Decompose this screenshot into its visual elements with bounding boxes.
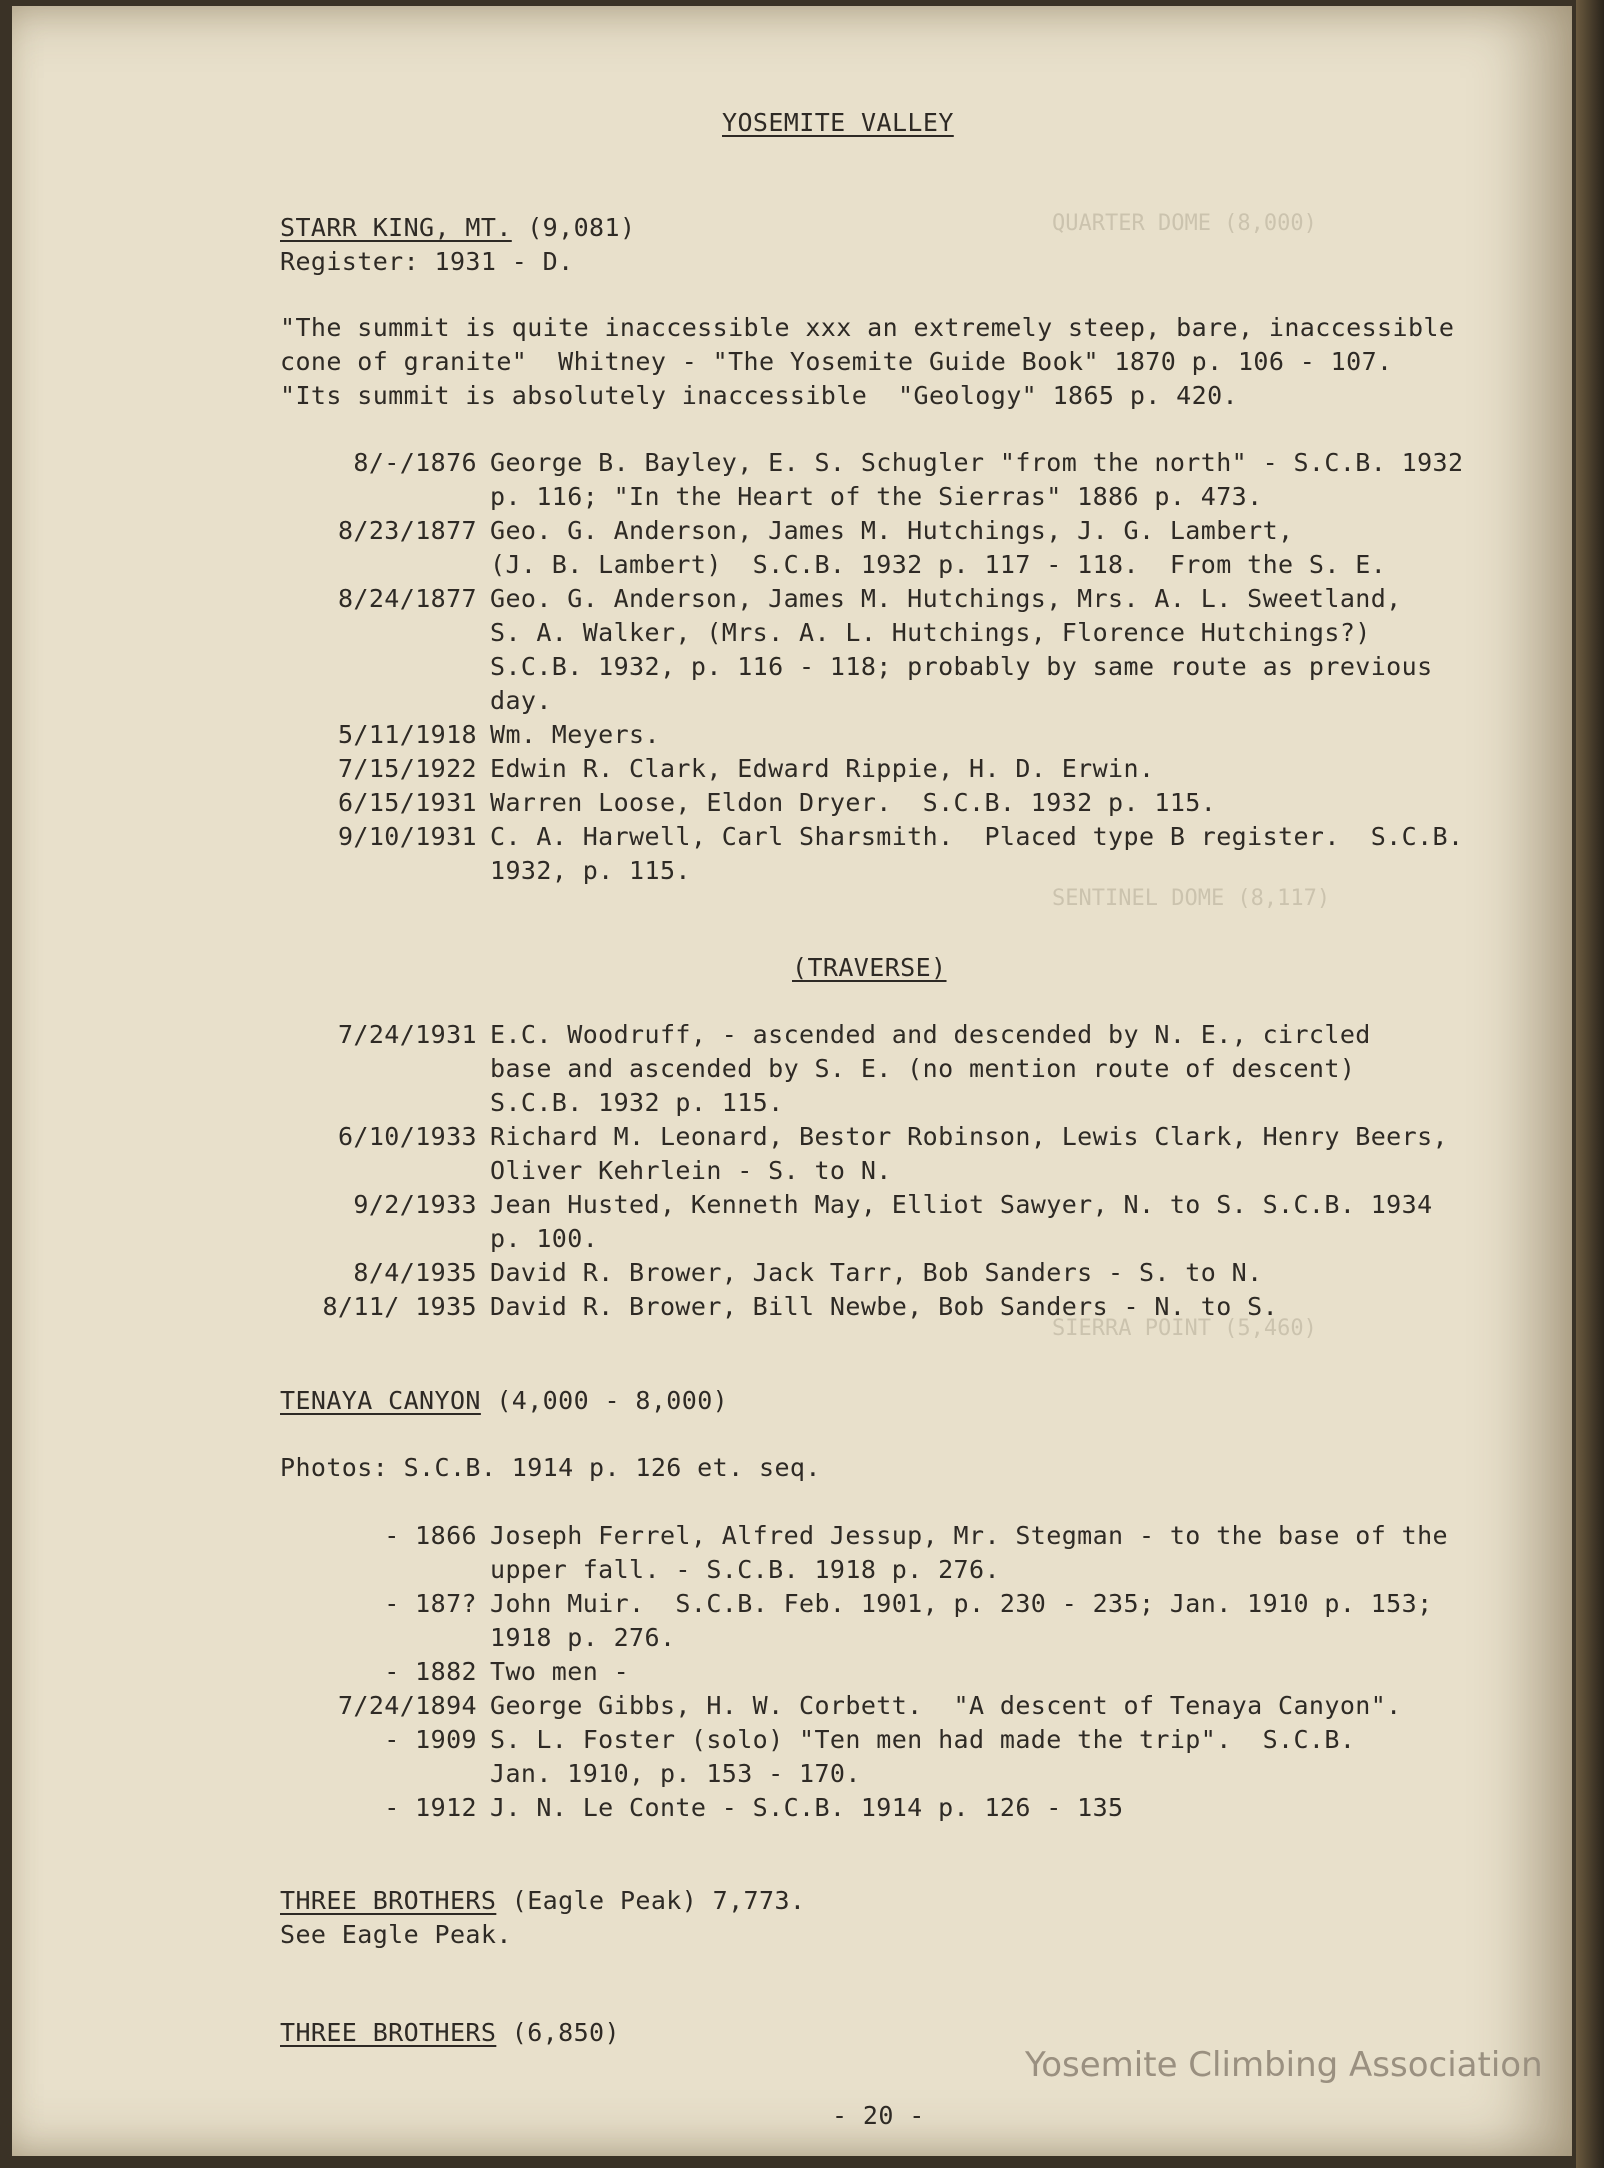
- entry-date: 7/15/1922: [337, 754, 477, 783]
- entry-line: Two men -: [490, 1657, 630, 1686]
- bleed-through-text: SIERRA POINT (5,460): [1052, 1316, 1317, 1341]
- entry-date: 8/-/1876: [353, 448, 477, 477]
- entry-date: 5/11/1918: [337, 720, 477, 749]
- entry-date: - 187?: [384, 1589, 477, 1618]
- entry-line: E.C. Woodruff, - ascended and descended by N. E., circled: [490, 1020, 1371, 1049]
- photos-line: Photos: S.C.B. 1914 p. 126 et. seq.: [280, 1453, 821, 1482]
- entry-line: S. L. Foster (solo) "Ten men had made the trip". S.C.B.: [490, 1725, 1356, 1754]
- entry-date: - 1882: [384, 1657, 477, 1686]
- entry-line: p. 116; "In the Heart of the Sierras" 1886 p. 473.: [490, 482, 1263, 511]
- entry-date: 8/4/1935: [353, 1258, 477, 1287]
- entry-line: Edwin R. Clark, Edward Rippie, H. D. Erwin.: [490, 754, 1155, 783]
- entry-date: 9/10/1931: [337, 822, 477, 851]
- page-number: - 20 -: [832, 2101, 925, 2130]
- register-line: Register: 1931 - D.: [280, 247, 574, 276]
- entry-line: upper fall. - S.C.B. 1918 p. 276.: [490, 1555, 1000, 1584]
- entry-line: Oliver Kehrlein - S. to N.: [490, 1156, 892, 1185]
- entry-date: 6/15/1931: [337, 788, 477, 817]
- entry-date: 8/23/1877: [337, 516, 477, 545]
- see-also-line: See Eagle Peak.: [280, 1920, 512, 1949]
- section-heading-three-brothers-2: THREE BROTHERS (6,850): [280, 2018, 620, 2047]
- entry-line: Jean Husted, Kenneth May, Elliot Sawyer, N. to S. S.C.B. 1934: [490, 1190, 1433, 1219]
- entry-line: David R. Brower, Bill Newbe, Bob Sanders - N. to S.: [490, 1292, 1279, 1321]
- entry-date: - 1912: [384, 1793, 477, 1822]
- section-heading-starr-king: STARR KING, MT. (9,081): [280, 213, 636, 242]
- document-page: [12, 6, 1572, 2156]
- entry-line: Geo. G. Anderson, James M. Hutchings, Mrs. A. L. Sweetland,: [490, 584, 1402, 613]
- entry-line: C. A. Harwell, Carl Sharsmith. Placed type B register. S.C.B.: [490, 822, 1464, 851]
- entry-line: Joseph Ferrel, Alfred Jessup, Mr. Stegman - to the base of the: [490, 1521, 1448, 1550]
- quote-line: "Its summit is absolutely inaccessible "Geology" 1865 p. 420.: [280, 381, 1238, 410]
- entry-line: Jan. 1910, p. 153 - 170.: [490, 1759, 861, 1788]
- traverse-heading: (TRAVERSE): [792, 953, 947, 982]
- entry-line: George Gibbs, H. W. Corbett. "A descent of Tenaya Canyon".: [490, 1691, 1402, 1720]
- book-spine-edge: [1576, 0, 1604, 2168]
- entry-line: Wm. Meyers.: [490, 720, 660, 749]
- entry-line: George B. Bayley, E. S. Schugler "from the north" - S.C.B. 1932: [490, 448, 1464, 477]
- entry-date: 9/2/1933: [353, 1190, 477, 1219]
- entry-date: 7/24/1931: [337, 1020, 477, 1049]
- entry-line: p. 100.: [490, 1224, 599, 1253]
- entry-line: Geo. G. Anderson, James M. Hutchings, J. G. Lambert,: [490, 516, 1294, 545]
- section-heading-three-brothers: THREE BROTHERS (Eagle Peak) 7,773.: [280, 1886, 806, 1915]
- page-title: YOSEMITE VALLEY: [722, 108, 954, 137]
- entry-line: 1932, p. 115.: [490, 856, 691, 885]
- entry-date: - 1909: [384, 1725, 477, 1754]
- entry-line: J. N. Le Conte - S.C.B. 1914 p. 126 - 135: [490, 1793, 1124, 1822]
- quote-line: "The summit is quite inaccessible xxx an extremely steep, bare, inaccessible: [280, 313, 1455, 342]
- bleed-through-text: QUARTER DOME (8,000): [1052, 211, 1317, 236]
- section-heading-tenaya-canyon: TENAYA CANYON (4,000 - 8,000): [280, 1386, 729, 1415]
- entry-line: 1918 p. 276.: [490, 1623, 676, 1652]
- quote-line: cone of granite" Whitney - "The Yosemite Guide Book" 1870 p. 106 - 107.: [280, 347, 1393, 376]
- entry-line: Warren Loose, Eldon Dryer. S.C.B. 1932 p. 115.: [490, 788, 1217, 817]
- entry-line: S.C.B. 1932 p. 115.: [490, 1088, 784, 1117]
- entry-date: 6/10/1933: [337, 1122, 477, 1151]
- watermark: Yosemite Climbing Association: [1025, 2045, 1543, 2085]
- entry-line: S. A. Walker, (Mrs. A. L. Hutchings, Florence Hutchings?): [490, 618, 1371, 647]
- entry-line: David R. Brower, Jack Tarr, Bob Sanders - S. to N.: [490, 1258, 1263, 1287]
- entry-date: - 1866: [384, 1521, 477, 1550]
- bleed-through-text: SENTINEL DOME (8,117): [1052, 886, 1331, 911]
- entry-line: John Muir. S.C.B. Feb. 1901, p. 230 - 235; Jan. 1910 p. 153;: [490, 1589, 1433, 1618]
- entry-line: day.: [490, 686, 552, 715]
- entry-line: base and ascended by S. E. (no mention route of descent): [490, 1054, 1356, 1083]
- entry-line: (J. B. Lambert) S.C.B. 1932 p. 117 - 118. From the S. E.: [490, 550, 1387, 579]
- entry-date: 8/24/1877: [337, 584, 477, 613]
- entry-line: Richard M. Leonard, Bestor Robinson, Lewis Clark, Henry Beers,: [490, 1122, 1448, 1151]
- entry-date: 8/11/ 1935: [322, 1292, 477, 1321]
- entry-date: 7/24/1894: [337, 1691, 477, 1720]
- entry-line: S.C.B. 1932, p. 116 - 118; probably by same route as previous: [490, 652, 1433, 681]
